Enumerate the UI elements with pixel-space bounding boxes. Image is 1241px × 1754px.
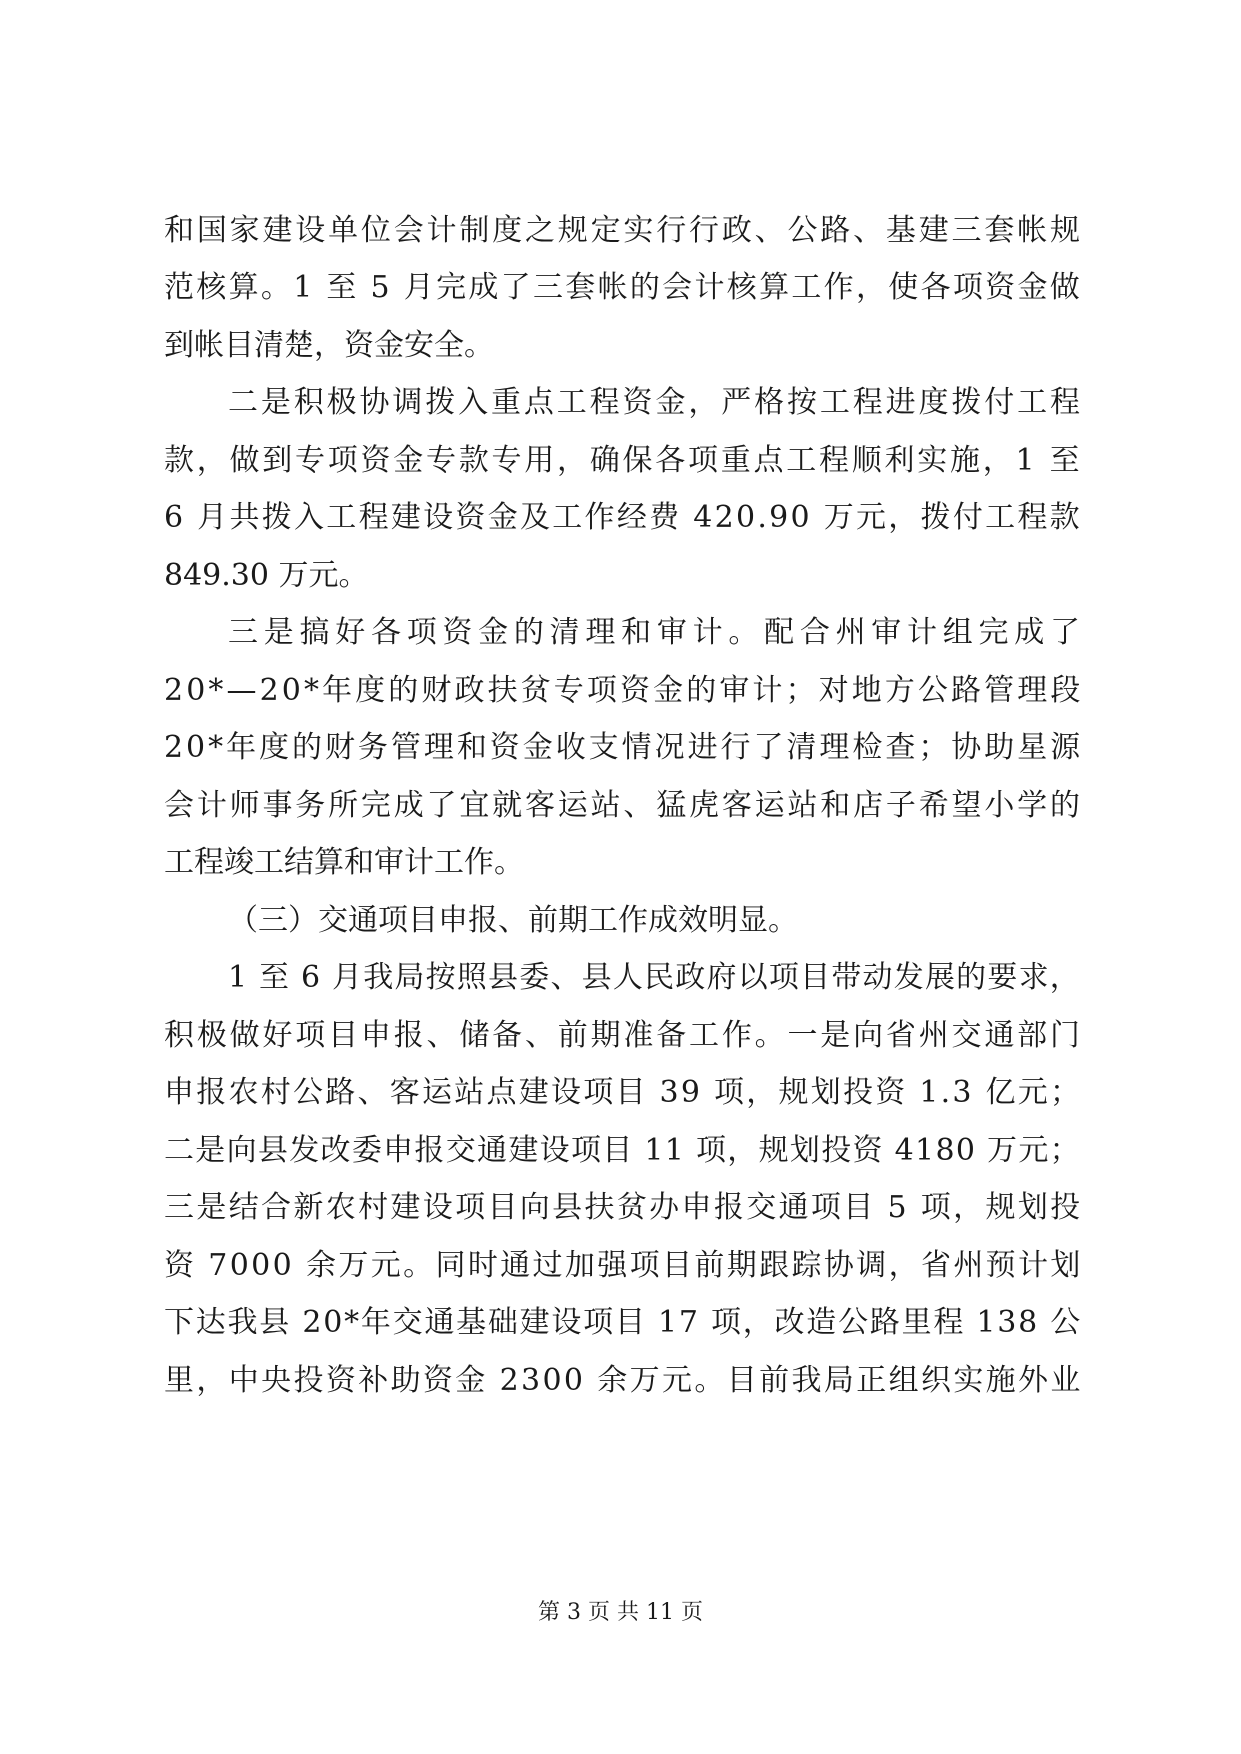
page-number-footer: 第 3 页 共 11 页	[538, 1600, 703, 1625]
text-line: 三是结合新农村建设项目向县扶贫办申报交通项目 5 项，规划投	[164, 1190, 1083, 1225]
text-line: 二是积极协调拨入重点工程资金，严格按工程进度拨付工程	[228, 385, 1083, 420]
text-line: 20*—20*年度的财政扶贫专项资金的审计；对地方公路管理段	[164, 673, 1084, 708]
text-line: 和国家建设单位会计制度之规定实行行政、公路、基建三套帐规	[164, 213, 1083, 248]
text-line: 款，做到专项资金专款专用，确保各项重点工程顺利实施，1 至	[164, 443, 1083, 478]
text-line: 三是搞好各项资金的清理和审计。配合州审计组完成了	[228, 615, 1086, 650]
text-line: 到帐目清楚，资金安全。	[164, 328, 494, 363]
section-heading: （三）交通项目申报、前期工作成效明显。	[228, 903, 798, 938]
text-line: 20*年度的财务管理和资金收支情况进行了清理检查；协助星源	[164, 730, 1084, 765]
text-line: 二是向县发改委申报交通建设项目 11 项，规划投资 4180 万元；	[164, 1133, 1081, 1168]
text-line: 里，中央投资补助资金 2300 余万元。目前我局正组织实施外业	[164, 1363, 1083, 1398]
text-line: 申报农村公路、客运站点建设项目 39 项，规划投资 1.3 亿元；	[164, 1075, 1083, 1110]
text-line: 849.30 万元。	[164, 558, 369, 593]
text-line: 范核算。1 至 5 月完成了三套帐的会计核算工作，使各项资金做	[164, 270, 1083, 305]
text-line: 1 至 6 月我局按照县委、县人民政府以项目带动发展的要求，	[228, 960, 1081, 995]
text-line: 工程竣工结算和审计工作。	[164, 845, 524, 880]
text-line: 积极做好项目申报、储备、前期准备工作。一是向省州交通部门	[164, 1018, 1083, 1053]
text-line: 会计师事务所完成了宜就客运站、猛虎客运站和店子希望小学的	[164, 788, 1083, 823]
text-line: 资 7000 余万元。同时通过加强项目前期跟踪协调，省州预计划	[164, 1248, 1083, 1283]
text-line: 6 月共拨入工程建设资金及工作经费 420.90 万元，拨付工程款	[164, 500, 1082, 535]
text-line: 下达我县 20*年交通基础建设项目 17 项，改造公路里程 138 公	[164, 1305, 1083, 1340]
